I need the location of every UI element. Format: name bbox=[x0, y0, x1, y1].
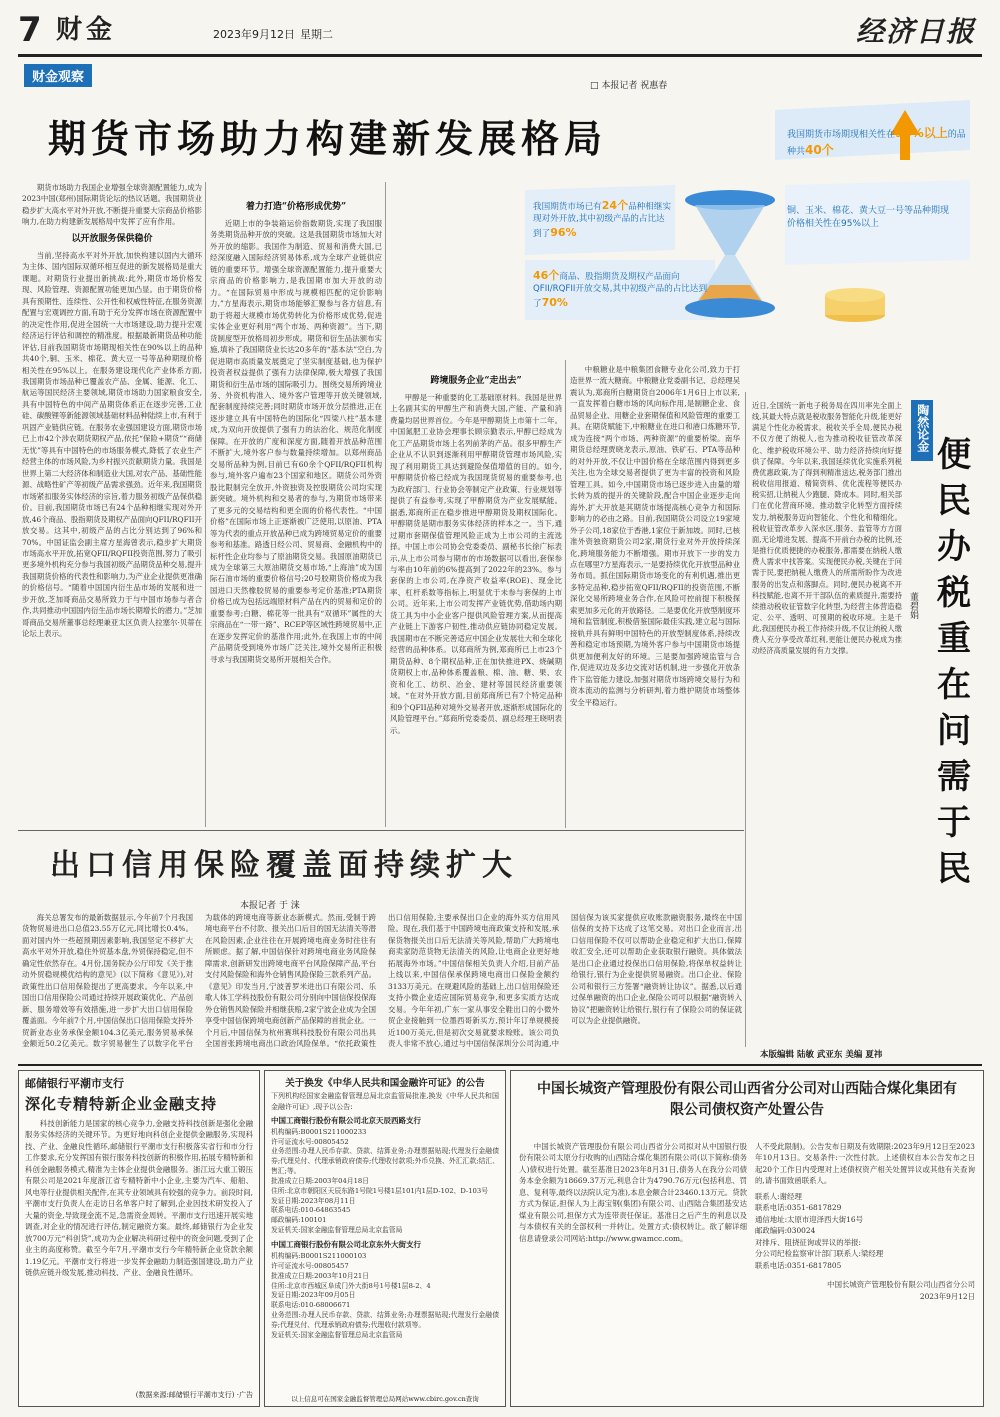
ad2-field: 许可证流水号:00805457 bbox=[271, 1261, 349, 1270]
ad2-field: 发证日期:2023年08月11日 bbox=[271, 1196, 356, 1205]
ad2-field: 机构编码:B0001S211000233 bbox=[271, 1127, 367, 1136]
infographic bbox=[525, 90, 980, 340]
ad3-contact: 对排斥、阻挠征询或异议的举报: bbox=[755, 1237, 861, 1247]
main-headline: 期货市场助力构建新发展格局 bbox=[48, 116, 608, 161]
subhead-1: 以开放服务保供稳价 bbox=[71, 233, 153, 244]
ad2-field: 住所:北京市西城区阜成门外大街8号1号楼1层8-2、4 bbox=[271, 1281, 431, 1290]
title-char: 民 bbox=[937, 481, 971, 521]
subhead-3: 跨境服务企业“走出去” bbox=[430, 376, 522, 386]
byline-box-icon: □ bbox=[590, 81, 602, 91]
ad2-field: 发证机关:国家金融监督管理总局北京监管局 bbox=[271, 1226, 403, 1235]
col4-body: 中粮糖业是中粮集团食糖专业化公司,致力于打造世界一流大糖商。中粮糖业党委副书记、总经理吴震认为,郑商所白糖期货自2006年1月6日上市以来,一直发挥着白糖市场的风向标作用,是制糖企业、食品贸易企业、用糖企业套期保值和风险管理的重要工具。在期货赋能下,中粮糖业在进口和港口炼糖环节,成为连接“两个市场、两种资源”的重要桥梁。南华期货总经理贾晓龙表示,原油、铁矿石、PTA等品种的对外开放,不仅让中国价格在全球范围内得到更多关注,也为全球交易者提供了更为丰富的投资和风险管理工具。如今,中国期货市场已逐步进入由量的增长转为质的提升的关键阶段,配合中国企业逐步走向海外,扩大开放是其期货市场提高核心竞争力和国际影响力的必由之路。目前,我国期货公司设立19家境外子公司,18家位于香港,1家位于新加坡。同时,已核准外资独资期货公司2家,期货行业对外开放持续深化,跨境服务能力不断增强。期市开放下一步的发力点在哪里?方星海表示,一是要持续优化开放型品种业务布局。抓住国际期货市场变化的有利机遇,推出更多特定品种,稳步拓宽QFII/RQFII的投资范围,不断深化交易所跨境业务合作,在风险可控前提下积极探索更加多元化的开放路径。二是要优化开放型制度环境和监管制度,积极借鉴国际最佳实践,建立起与国际接轨并具有鲜明中国特色的开放型制度体系,持续改善和稳定市场预期,为境外客户参与中国期货市场提供更加便利友好的环境。三是要加强跨境监管与合作,促进双边及多边交流对话机制,进一步强化开放条件下监管能力建设,加强对期货市场跨境交易行为和资本流动的监测与分析研判,着力维护期货市场整体安全平稳运行。 bbox=[570, 365, 740, 707]
title-char: 需 bbox=[937, 757, 971, 797]
ad2-field: 批准成立日期:2003年10月21日 bbox=[271, 1271, 370, 1280]
ad3-contact: 通信地址:太原市迎泽西大街16号 bbox=[755, 1214, 863, 1224]
commentary bbox=[745, 392, 983, 1047]
ad3-body: 中国长城资产管理股份有限公司山西省分公司拟对从中国银行股份有限公司太原分行收购的山西陆合煤化集团有限公司(以下简称:债务人)债权进行处置。截至基准日2023年8月31日,债务人在我分公司债务本金余额为18669.37万元,利息合计为4790.76万元(包括利息、罚息、复利等,最终以法院认定为准),本息金额合计23460.13万元。贷款方式为保证,担保人为上海宝钢(集团)有限公司、山西陆合集团基安达煤业有限公司,担保方式为连带责任保证。基准日之后产生的利息以及与本债权有关的全部权利一并转让。处置方式:债权转让。欲了解详细信息请登录公司网站:http://www.gwamcc.com。 bbox=[519, 1142, 747, 1243]
main-col-4 bbox=[570, 364, 740, 826]
second-byline: 本报记者 于 涞 bbox=[240, 901, 300, 911]
main-col-1 bbox=[22, 182, 202, 827]
col2-body: 近期上市的争装箱运价指数期货,实现了我国服务类期货品种开放的突破。这是我国期货市场加大对外开放的缩影。我国作为制造、贸易和消费大国,已经深度融入国际经济贸易体系,成为全球产业链供应链的重要环节。增强全球资源配置能力,提升重要大宗商品的价格影响力,是我国期市加大开放的动力。“在国际贸易中形成与规模相匹配的定价影响力,”方星海表示,期货市场能够汇聚参与各方信息,有助于将超大规模市场优势转化为价格形成优势,促进实体企业更好利用“两个市场、两种资源”。当下,期货制度型开放格局初步形成。期货和衍生品法颁布实施,填补了我国期货业长达20多年的“基本法”空白,为促进期市高质量发展奠定了坚实制度基础,也为保护投资者权益提供了强有力法律保障,极大增强了我国期货和衍生品市场的国际吸引力。围绕交易所跨境业务、外资机构准入、境外客户管理等开放关键领域,配套制度持续完善;同时期货市场开放分层推进,正在逐步建立具有中国特色的国际化“四梁八柱”基本建成,为双向开放提供了强有力的法治化、规范化制度保障。在开放的广度和深度方面,随着开放品种范围不断扩大,境外客户参与数量持续增加。以郑州商品交易所品种为例,目前已有60余个QFII/RQFII机构参与,境外客户遍布23个国家和地区。期货公司外资股比限制完全放开,外资独资及控股期货公司均实现新突破。境外机构和交易者的参与,为期货市场带来了更多元的交易结构和更全面的价格代表性。“中国价格”在国际市场上正逐渐被广泛使用,以原油、PTA等为代表的重点开放品种已成为跨境贸易定价的重要参考和基准。路透日经公司、贸易商、金融机构中的标杆性企业均参与了原油期货交易。我国原油期货已成为全球第三大原油期货交易市场,“上海油”成为国际石油市场的重要价格信号;20号胶期货价格成为我国进口天然橡胶贸易的重要参考定价基准;PTA期货价格已成为包括远端原材料产品在内的贸易和定价的重要参考;白糖、棉花等一批具有“双循环”属性的大宗商品在“一带一路”、RCEP等区域性跨境贸易中,正在逐步发挥定价的基准作用;此外,在我国上市的中间产品期货受到境外市场广泛关注,境外交易所正积极寻求与我国期货交易所开展相关合作。 bbox=[210, 218, 382, 664]
masthead bbox=[18, 10, 980, 52]
ad2-field: 联系电话:010-64863545 bbox=[271, 1206, 351, 1215]
ad3-title: 中国长城资产管理股份有限公司山西省分公司对山西陆合煤化集团有限公司债权资产处置公告 bbox=[537, 1081, 957, 1118]
ad3-contact: 联系人:谢经理 bbox=[755, 1191, 802, 1201]
page-number: 7 bbox=[18, 10, 42, 50]
ad2-field: 业务范围:办理人民币存款、贷款、结算业务;办理票据贴现;代理发行金融债券;代理兑付、代理承销政府债券;代理收付款项等。 bbox=[271, 1311, 499, 1329]
ad2-field: 许可证流水号:00805452 bbox=[271, 1137, 349, 1146]
page-editors: 本版编辑 陆敏 武亚东 美编 夏祎 bbox=[760, 1050, 883, 1060]
ad2-field: 发证日期:2023年09月05日 bbox=[271, 1291, 356, 1300]
ad1-title-2: 深化专精特新企业金融支持 bbox=[25, 1095, 218, 1113]
ad2-field: 住所:北京市朝阳区天辰东路1号院1号楼1层101内1层D-102、D-103号 bbox=[271, 1186, 488, 1195]
col-divider bbox=[565, 360, 566, 828]
ad3-right-col bbox=[755, 1141, 975, 1399]
col1-body: 当前,坚持高水平对外开放,加快构建以国内大循环为主体、国内国际双循环相互促进的新发展格局是重大课题。对期货行业提出新挑战:此外,期货市场价格发现、风险管理、资源配置功能更加凸显。由于期货价格具有预期性、连续性、公开性和权威性特征,在服务资源配置与宏观调控方面,有助于充分发挥市场在资源配置中的决定性作用,促进全国统一大市场建设,助力提升宏观经济运行评估和调控的精准度。根据最新期货品种功能评估,目前我国期货市场期现相关性在90%以上的品种共40个,铜、玉米、棉花、黄大豆一号等品种期现价格相关性在95%以上。在服务建设现代化产业体系方面,我国期货市场品种已覆盖农产品、金属、能源、化工、航运等国民经济主要领域,期货市场助力国家粮食安全,具有中国特色的中间产品期货体系正在逐步完善,工业硅、碳酸锂等新能源领域基础材料品种陆续上市,有利于巩固产业链供应链。在服务农业强国建设方面,期货市场已上市42个涉农期货期权产品,依托“保险+期货”“商储无忧”等具有中国特色的市场服务模式,降低了农业生产经营主体的市场风险,为乡村振兴贡献期货力量。我国是世界上第二大经济体和制造业大国,对农产品、基础性能源、战略性矿产等初级产品需求强劲。近年来,我国期货市场紧扣服务实体经济的宗旨,着力服务初级产品保供稳价。目前,我国期货市场已有24个品种相继实现对外开放,46个商品、股指期货及期权产品面向QFII/RQFII开放交易。这其中,初级产品的占比分别达到了96%和70%。中国证监会副主席方星海曾表示,稳步扩大期货市场高水平开放,拓宽QFII/RQFII投资范围,努力了吸引更多境外机构充分参与我国初级产品期货品种交易,提升我国期货价格的代表性和影响力,为产业企业提供更准确的价格信号。“随着中国国内衍生品市场的发展和进一步开放,芝加哥商品交易所致力于与中国市场参与者合作,共同推动中国国内衍生品市场长期增长的潜力。”芝加哥商品交易所董事总经理兼亚太区负责人拉塞尔·贝蒂在论坛上表示。 bbox=[22, 250, 202, 639]
ad2-title: 关于换发《中华人民共和国金融许可证》的公告 bbox=[285, 1078, 485, 1089]
ad2-intro: 下列机构经国家金融监督管理总局北京监管局批准,换发《中华人民共和国金融许可证》,现予以公告: bbox=[271, 1092, 499, 1111]
ad-1 bbox=[18, 1070, 260, 1407]
byline-text: 本报记者 祝惠春 bbox=[601, 81, 668, 91]
ad1-title-1: 邮储银行平潮市支行 bbox=[25, 1077, 124, 1090]
title-char: 问 bbox=[937, 711, 971, 751]
ad2-org-2: 中国工商银行股份有限公司北京东外大街支行 bbox=[271, 1239, 421, 1249]
infographic-stat-1: 我国期货市场期现相关性在90%以上的品种共40个 bbox=[787, 126, 966, 157]
infographic-stat-2: 铜、玉米、棉花、黄大豆一号等品种期现价格相关性在95%以上 bbox=[787, 206, 950, 229]
ad2-field: 机构编码:B0001S211000103 bbox=[271, 1251, 367, 1260]
commentary-author: 董碧娟 bbox=[908, 592, 918, 619]
section-rule bbox=[18, 830, 744, 831]
ads-rule bbox=[18, 1064, 982, 1066]
title-char: 民 bbox=[937, 849, 971, 889]
title-char: 便 bbox=[937, 435, 971, 475]
ad2-field: 业务范围:办理人民币存款、贷款、结算业务;办理票据贴现;代理发行金融债券;代理兑付、代理承销政府债券;代理收付款项;外币兑换、外汇汇款;结汇、售汇;等。 bbox=[271, 1147, 499, 1176]
ad-2 bbox=[264, 1070, 506, 1407]
ad3-date: 2023年9月12日 bbox=[919, 1291, 975, 1301]
ad2-field: 邮政编码:100101 bbox=[271, 1216, 327, 1225]
ad2-field: 联系电话:010-68006671 bbox=[271, 1301, 351, 1310]
ad2-org-1: 中国工商银行股份有限公司北京天辰西路支行 bbox=[271, 1115, 421, 1125]
col3-body: 甲醇是一种重要的化工基础原材料。我国是世界上名副其实的甲醇生产和消费大国,产能、产量和消费量均居世界首位。今年是甲醇期货上市第十二年。中国氮肥工业协会理事长顾宗勤表示,甲醇已经成为化工产品期货市场上名列前茅的产品。很多甲醇生产企业从不认识到逐渐利用甲醇期货管理市场风险,实现了利用期货工具达到避险保值增值的目的。如今,甲醇期货价格已经成为我国现货贸易的重要参考,也为政府部门、行业协会等制定产业政策、行业规划等提供了有益参考,实现了甲醇期货为产业发展赋能。据悉,郑商所正在稳步推进甲醇期货及期权国际化。甲醇期货是期市服务实体经济的样本之一。当下,通过期市套期保值管理风险正成为上市公司的主流选择。中国上市公司协会党委委员、副秘书长徐广标表示,从上市公司参与期市的市场数据可以看出,套保参与率由10年前的6%提高到了2022年的23%。参与套保的上市公司,在净资产收益率(ROE)、现金比率、杠杆系数等指标上,明显优于未参与套保的上市公司。近年来,上市公司发挥产业链优势,借助场内期货工具为中小企业客户提供风险管理方案,从而提高产业链上下游客户韧性,推动供应链协同稳定发展。我国期市在不断完善适应中国企业发展壮大和全球化经营的品种体系。以郑商所为例,郑商所已上市23个期货品种、8个期权品种,正在加快推进PX、烧碱期货期权上市,品种体系覆盖粮、棉、油、糖、果、农资和化工、纺织、冶金、建材等国民经济重要领域。“在对外开放方面,目前郑商所已有7个特定品种和9个QFII品种对境外交易者开放,逐渐形成国际化的风险管理平台。”郑商所党委委员、副总经理王晓明表示。 bbox=[390, 392, 562, 735]
section-name: 财金 bbox=[56, 15, 117, 45]
masthead-rule bbox=[18, 54, 982, 57]
lead-paragraph: 期货市场助力我国企业增强全球资源配置能力,成为2023中国(郑州)国际期货论坛的热议话题。我国期货业稳步扩大高水平对外开放,不断提升重要大宗商品价格影响力,在助力构建新发展格局中发挥了应有作用。 bbox=[22, 183, 202, 227]
ad2-org2-fields bbox=[271, 1252, 499, 1341]
title-char: 在 bbox=[937, 665, 971, 705]
title-char: 税 bbox=[937, 573, 971, 613]
title-char: 重 bbox=[937, 619, 971, 659]
commentary-tag bbox=[911, 400, 933, 461]
ad2-field: 批准成立日期:2003年04月18日 bbox=[271, 1176, 370, 1185]
second-headline: 出口信用保险覆盖面持续扩大 bbox=[50, 848, 518, 883]
ad3-contact: 联系电话:0351-6817829 bbox=[755, 1203, 842, 1213]
issue-weekday: 星期二 bbox=[300, 28, 333, 41]
col-divider bbox=[385, 182, 386, 827]
main-col-3 bbox=[390, 370, 562, 826]
ad3-signature: 中国长城资产管理股份有限公司山西省分公司 bbox=[827, 1280, 975, 1290]
ad3-contact: 分公司纪检监察审计部门联系人:梁经理 bbox=[755, 1249, 884, 1259]
subhead-2: 着力打造“价格形成优势” bbox=[245, 202, 347, 212]
ad1-body: 科技创新能力是国家的核心竞争力,金融支持科技创新是强化金融服务实体经济的关键环节。为更好地向科创企业提供金融服务,实现科技、产业、金融良性循环,邮储银行平潮市支行积极落实省行和市分行工作要求,充分发挥国有银行服务科技创新的积极作用,拓展专精特新和科创金融服务模式,精准为主体企业提供金融服务。浙江远大重工锻压有限公司是2021年度浙江省专精特新中小企业,主要为汽车、船舶、风电等行业提供相关配件,在其专业领域具有较强的竞争力。前段时间,平潮市支行负责人在走访日名单客户时了解到,企业因技术研发投入了大量的资金,导致现金流不足,急需资金周转。平潮市支行迅速开展实地调查,对企业的情况进行评估,制定融资方案。最终,邮储银行为企业发放700万元“科创贷”,成功为企业解决科研过程中的资金问题,受到了企业主的高度称赞。截至今年7月,平潮市支行今年精特新企业贷款余额1.19亿元。平潮市支行将进一步发挥金融助力制造强国建设,助力产业链供应链升级发展,推动科技、产业、金融良性循环。 bbox=[25, 1119, 253, 1278]
ad1-footer: (数据来源:邮储银行平潮市支行) ·广告 bbox=[135, 1391, 253, 1399]
ad2-org1-fields bbox=[271, 1128, 499, 1236]
second-body: 海关总署发布的最新数据显示,今年前7个月我国货物贸易进出口总值23.55万亿元,同比增长0.4%。面对国内外一些超预期因素影响,我国坚定不移扩大高水平对外开放,稳住外贸基本盘,外贸保持稳定,但不确定性依然存在。4月份,国务院办公厅印发《关于推动外贸稳规模优结构的意见》(以下简称《意见》),对政策性出口信用保险提出了更高要求。今年以来,中国出口信用保险公司通过持续开展政策优化、产品创新、服务增效等有效措施,进一步扩大出口信用保险覆盖面。今年前7个月,中国信保出口信用保险支持外贸新业态业务承保金额104.3亿美元,服务贸易承保金额近50.2亿美元。数字贸易催生了以数字化平台为载体的跨境电商等新业态新模式。然而,受制于跨境电商平台不付款、报关出口后目的国无法清关等潜在风险因素,企业往往在开展跨境电商业务时往往有所顾虑。据了解,中国信保针对跨境电商业务风险保障需求,创新研发出跨境电商平台风险保障产品,平台支付风险保险和海外仓销售风险保险三款系列产品。《意见》印发当月,宁波普罗米进出口有限公司、乐歌人体工学科技股份有限公司分别向中国信保投保海外仓销售风险保险并相继获赔,2家宁波企业成为全国享受中国信保跨境电商创新产品保障的首批企业。一个月后,中国信保为杭州赛琪科技股份有限公司出具全国首张跨境电商出口政治风险保单。“依托政策性出口信用保险,主要承保出口企业的海外买方信用风险。现在,我们基于中国跨境电商政策支持和发展,承保货物报关出口后无法清关等风险,帮助广大跨境电商卖家防范货物无法清关的风险,让电商企业更好地拓展海外市场。”中国信保相关负责人介绍,目前产品上线以来,中国信保承保跨境电商出口保险金额约3133万美元。在规避风险的基础上,出口信用保险还支持小微企业适应国际贸易竞争,和更多实质方达成交易。今年年初,广东一家从事安全鞋出口的小微外贸企业接触到一位墨西哥新买方,预计年订单规模接近100万美元,但是初次交易就要求赊账。该公司负责人非常不放心,通过与中国信保深圳分公司沟通,中国信保为该买家提供应收账款融资服务,最终在中国信保的支持下达成了这笔交易。对出口企业而言,出口信用保险不仅可以帮助企业稳定和扩大出口,保障收汇安全,还可以帮助企业获取银行融资。具体做法是出口企业通过投保出口信用保险,将保单权益转让给银行,银行为企业提供贸易融资。出口企业、保险公司和银行三方签署“融资转让协议”。据悉,以后通过保单融资的出口企业,保险公司可以根据“融资转入协议”把融资转让给银行,银行有了保险公司的保证就可以为企业提供融资。 bbox=[22, 913, 742, 1049]
column-tag: 财金观察 bbox=[24, 64, 92, 87]
main-col-2 bbox=[210, 196, 382, 826]
ad3-terms: 人不受此限制)。公告发布日期及有效期限:2023年9月12日至2023年10月13日。交易条件:一次性付款。上述债权自本公告发布之日起20个工作日内受理对上述债权资产相关处置异议或其他有关查询的,请书面致函联系人。 bbox=[755, 1142, 975, 1186]
newspaper-logo: 经济日报 bbox=[855, 15, 976, 48]
ad3-contact: 联系电话:0351-6817805 bbox=[755, 1260, 842, 1270]
infographic-stat-4: 46个商品、股指期货及期权产品面向QFII/RQFII开放交易,其中初级产品的占比达到了70% bbox=[533, 269, 708, 310]
ad2-footer: 以上信息可在国家金融监督管理总局网站www.cbirc.gov.cn查询 bbox=[291, 1395, 479, 1403]
infographic-stat-3: 我国期货市场已有24个品种相继实现对外开放,其中初级产品的占比达到了96% bbox=[533, 199, 672, 240]
ad2-field: 发证机关:国家金融监督管理总局北京监管局 bbox=[271, 1330, 403, 1339]
col-divider bbox=[205, 182, 206, 827]
ad3-contact: 邮政编码:030024 bbox=[755, 1226, 816, 1236]
title-char: 于 bbox=[937, 803, 971, 843]
issue-date: 2023年9月12日 bbox=[213, 28, 295, 41]
commentary-body: 近日,全国统一新电子税务局在四川率先全面上线,其最大特点就是税收服务智能化升级,能更好满足个性化办税需求。税收关乎全局,便民办税不仅方便了纳税人,也为推动税收征管改革深化、维护税收环境公平、助力经济持续向好提供了保障。今年以来,我国延续优化实施系列税费优惠政策,为了得到利精准送达,税务部门推出税收信用报道、精简资料、优化流程等便民办税实招,让纳税人少跑腿、降成本。同时,相关部门在优化营商环境、推动数字化转型方面持续发力,纳税服务迈向智能化、个性化和精细化。税收征管改革步入深水区,服务、监管等方方面面,无论增进发展、提高不开前台办税的比例,还是推行优质便捷的办税服务,都需要在纳税人缴费人需求中找答案。实现便民办税,关键在于问需于民,要把纳税人缴费人的所需所盼作为改进服务的出发点和落脚点。同时,便民办税离不开科技赋能,也离不开干部队伍的素质提升,需要持续推动税收征管数字化转型,为经营主体营造稳定、公平、透明、可预期的税收环境。主是千此,我国便民办税工作持续升级,不仅让纳税人缴费人充分享受改革红利,更能让便民办税成为推动经济高质量发展的有力支撑。 bbox=[752, 401, 902, 656]
coin-stack-icon bbox=[825, 288, 885, 322]
commentary-title bbox=[934, 432, 974, 892]
title-char: 办 bbox=[937, 527, 971, 567]
ad-3 bbox=[510, 1070, 984, 1407]
commentary-tag-text: 陶然论金 bbox=[915, 404, 930, 452]
